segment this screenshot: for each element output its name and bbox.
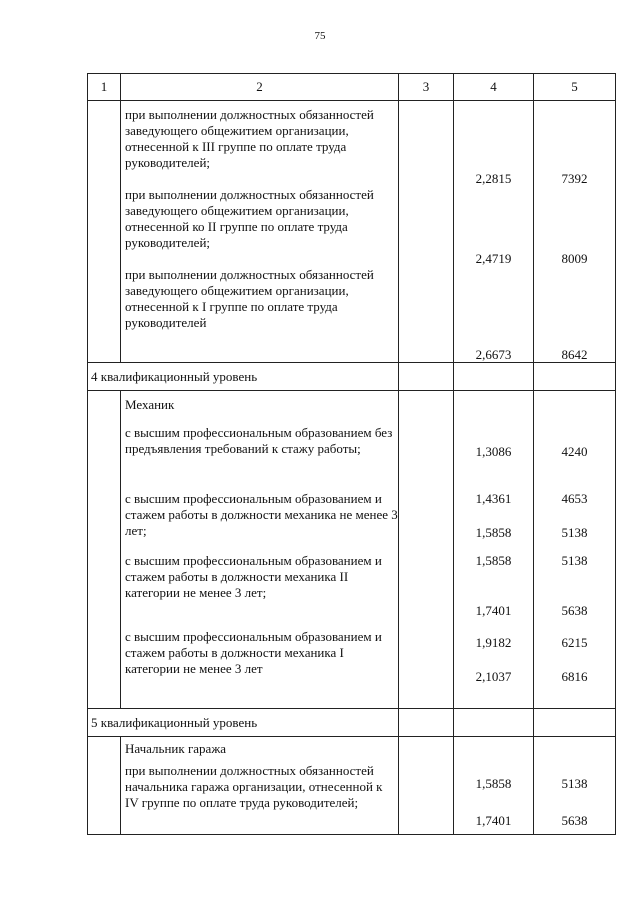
coefficient-value: 1,7401 (475, 813, 512, 828)
coefficient-value: 2,1037 (475, 669, 512, 684)
page-number: 75 (314, 30, 326, 42)
position-text: с высшим профессиональным образованием и стажем работы в должности механика II категории не менее 3 лет; (125, 553, 382, 600)
level-title: 4 квалификационный уровень (91, 368, 258, 384)
salary-value: 5138 (561, 553, 588, 568)
salary-value: 6215 (561, 635, 588, 650)
table-row (88, 101, 616, 363)
coefficient-value: 2,6673 (475, 347, 512, 362)
header-cell: 5 (534, 74, 616, 101)
coefficient-value: 1,5858 (475, 553, 512, 568)
salary-value: 7392 (561, 171, 588, 186)
salary-value: 5638 (561, 813, 588, 828)
salary-value: 8642 (561, 347, 588, 362)
header-cell: 1 (88, 74, 121, 101)
table-header-row (88, 74, 616, 101)
salary-value: 5138 (561, 776, 588, 791)
coefficient-value: 1,5858 (475, 776, 512, 791)
level-row (88, 363, 616, 391)
header-cell: 2 (121, 74, 399, 101)
salary-value: 8009 (561, 251, 588, 266)
position-text: при выполнении должностных обязанностей заведующего общежитием организации, отнесенной к III группе по оплате труда руководителей; (125, 107, 374, 170)
coefficient-value: 1,5858 (475, 525, 512, 540)
position-title: Начальник гаража (125, 741, 227, 756)
level-title: 5 квалификационный уровень (91, 714, 258, 730)
salary-value: 4240 (561, 444, 588, 459)
coefficient-value: 1,9182 (475, 635, 512, 650)
salary-table (87, 73, 616, 835)
position-text: с высшим профессиональным образованием без предъявления требований к стажу работы; (125, 425, 393, 456)
position-text: при выполнении должностных обязанностей заведующего общежитием организации, отнесенной к I группе по оплате труда руководителей (125, 267, 374, 330)
coefficient-value: 1,4361 (475, 491, 512, 506)
header-cell: 3 (399, 74, 454, 101)
salary-value: 4653 (561, 491, 588, 506)
salary-value: 6816 (561, 669, 588, 684)
position-text: при выполнении должностных обязанностей начальника гаража организации, отнесенной к IV группе по оплате труда руководителей; (125, 763, 383, 810)
table-row (88, 391, 616, 709)
coefficient-value: 1,3086 (475, 444, 512, 459)
level-row (88, 709, 616, 737)
salary-value: 5638 (561, 603, 588, 618)
position-text: с высшим профессиональным образованием и стажем работы в должности механика не менее 3 лет; (125, 491, 398, 538)
table-row (88, 737, 616, 835)
coefficient-value: 2,4719 (475, 251, 512, 266)
header-cell: 4 (454, 74, 534, 101)
coefficient-value: 2,2815 (475, 171, 512, 186)
position-text: с высшим профессиональным образованием и стажем работы в должности механика I категории не менее 3 лет (125, 629, 382, 676)
position-text: при выполнении должностных обязанностей заведующего общежитием организации, отнесенной ко II группе по оплате труда руководителей; (125, 187, 374, 250)
coefficient-value: 1,7401 (475, 603, 512, 618)
position-title: Механик (125, 397, 175, 412)
salary-value: 5138 (561, 525, 588, 540)
